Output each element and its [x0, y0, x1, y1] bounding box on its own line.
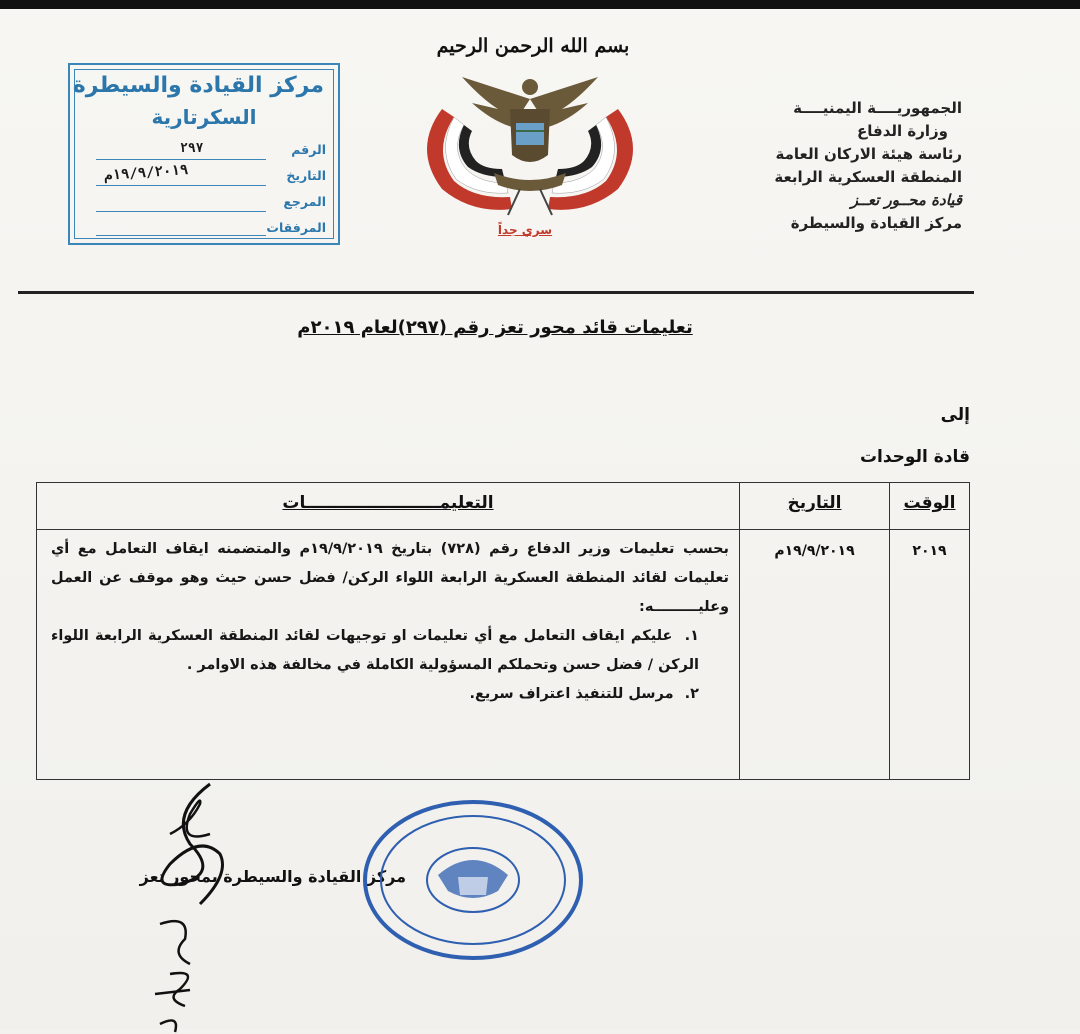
stamp-title: مركز القيادة والسيطرة	[72, 73, 324, 98]
time-header: الوقت	[903, 493, 956, 513]
document-page	[0, 9, 1080, 1029]
stamp-fields	[264, 137, 326, 241]
header-line: قيادة محــور تعــز	[850, 191, 962, 209]
stamp-field-attachments: المرفقات	[266, 220, 326, 235]
document-title: تعليمات قائد محور تعز رقم (٢٩٧)لعام ٢٠١٩م	[297, 317, 693, 338]
time-column	[889, 483, 969, 779]
instructions-header: التعليمـــــــــــــــــــــــات	[282, 493, 494, 513]
instruction-item	[51, 680, 729, 709]
date-cell: ١٩/٩/٢٠١٩م	[774, 543, 855, 559]
secrecy-label: سري جداً	[497, 223, 553, 237]
stamp-line	[96, 159, 266, 160]
stamp-line	[96, 211, 266, 212]
official-seal	[358, 795, 588, 965]
ministry-header	[742, 97, 962, 235]
top-bar	[0, 0, 1080, 9]
instructions-table	[36, 482, 970, 780]
header-divider	[18, 291, 974, 294]
basmala: بسم الله الرحمن الرحيم	[436, 35, 630, 57]
date-header: التاريخ	[787, 493, 842, 513]
stamp-subtitle: السكرتارية	[151, 105, 257, 129]
addressee-label: إلى	[940, 405, 970, 425]
header-line: الجمهوريــــة اليمنيــــة	[793, 99, 962, 117]
signatory-line: مركز القيادة والسيطرة بمحور تعز	[139, 867, 406, 886]
instruction-number: ٢.	[684, 686, 699, 702]
time-cell: ٢٠١٩	[912, 543, 947, 559]
stamp-field-number: الرقم	[291, 142, 326, 157]
stamp-line	[96, 235, 266, 236]
header-line: رئاسة هيئة الاركان العامة	[775, 145, 962, 163]
stamp-ref-value: ٢٩٧	[180, 141, 204, 156]
stamp-field-reference: المرجع	[283, 194, 326, 209]
header-line: المنطقة العسكرية الرابعة	[774, 168, 962, 186]
date-column	[739, 483, 889, 779]
instructions-cell	[51, 535, 729, 709]
secretariat-stamp	[68, 63, 340, 245]
addressee-target: قادة الوحدات	[859, 447, 970, 467]
national-emblem-icon	[402, 69, 658, 219]
instruction-text: عليكم ايقاف التعامل مع أي تعليمات او توجيهات لقائد المنطقة العسكرية الرابعة اللواء الركن / فضل حسن وتحملكم المسؤولية الكاملة في مخالفة هذه الاوامر .	[51, 628, 699, 673]
instructions-column	[37, 483, 739, 779]
stamp-date-value: ١٩/٩/٢٠١٩م	[103, 162, 189, 184]
stamp-field-date: التاريخ	[286, 168, 326, 183]
instruction-number: ١.	[684, 628, 699, 644]
instruction-item	[51, 622, 729, 680]
header-line: مركز القيادة والسيطرة	[790, 214, 962, 232]
instructions-intro: بحسب تعليمات وزير الدفاع رقم (٧٢٨) بتاريخ ١٩/٩/٢٠١٩م والمتضمنه ايقاف التعامل مع أي تعليمات لقائد المنطقة العسكرية الرابعة اللواء الركن/ فضل حسن حيث وهو موقف عن العمل وعليـــــــــه:	[51, 541, 729, 615]
instruction-text: مرسل للتنفيذ اعتراف سريع.	[469, 686, 674, 702]
stamp-line	[96, 185, 266, 186]
handwritten-signature	[130, 774, 250, 1034]
header-line: وزارة الدفاع	[857, 122, 948, 140]
